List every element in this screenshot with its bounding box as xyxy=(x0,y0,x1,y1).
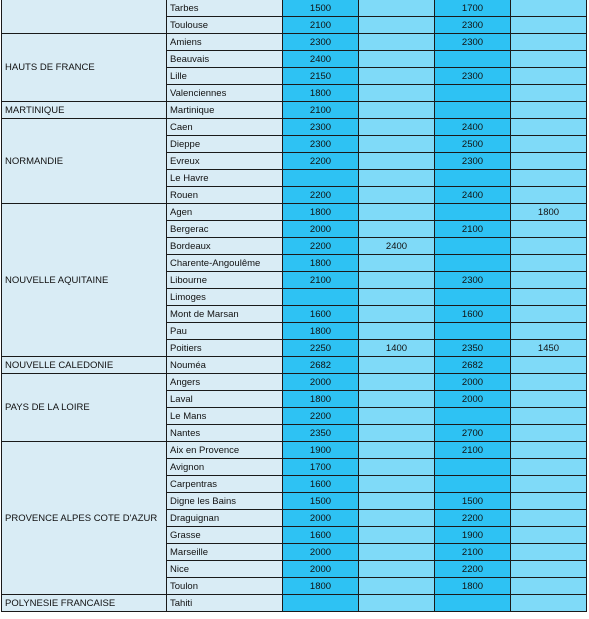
region-cell: PROVENCE ALPES COTE D'AZUR xyxy=(2,442,167,595)
table-row xyxy=(2,357,587,374)
value-cell xyxy=(359,68,435,85)
value-cell: 2000 xyxy=(283,374,359,391)
value-cell: 2350 xyxy=(435,340,511,357)
value-cell: 2100 xyxy=(283,272,359,289)
value-cell xyxy=(511,272,587,289)
value-cell xyxy=(359,578,435,595)
value-cell xyxy=(435,238,511,255)
value-cell: 1900 xyxy=(283,442,359,459)
value-cell: 1600 xyxy=(283,527,359,544)
table-row xyxy=(2,34,587,51)
value-cell xyxy=(511,442,587,459)
value-cell xyxy=(511,51,587,68)
city-cell: Lille xyxy=(167,68,283,85)
value-cell: 1500 xyxy=(283,0,359,17)
value-cell: 1700 xyxy=(435,0,511,17)
value-cell: 1500 xyxy=(435,493,511,510)
value-cell xyxy=(283,595,359,612)
city-cell: Evreux xyxy=(167,153,283,170)
table-row xyxy=(2,102,587,119)
value-cell xyxy=(359,119,435,136)
value-cell xyxy=(435,476,511,493)
value-cell xyxy=(359,221,435,238)
value-cell: 2100 xyxy=(435,221,511,238)
city-cell: Marseille xyxy=(167,544,283,561)
value-cell: 1700 xyxy=(283,459,359,476)
value-cell: 2300 xyxy=(435,153,511,170)
value-cell xyxy=(511,119,587,136)
value-cell xyxy=(511,357,587,374)
city-cell: Libourne xyxy=(167,272,283,289)
value-cell xyxy=(359,425,435,442)
value-cell xyxy=(511,289,587,306)
value-cell: 2100 xyxy=(435,442,511,459)
value-cell: 1800 xyxy=(283,85,359,102)
value-cell xyxy=(359,0,435,17)
table-row xyxy=(2,119,587,136)
city-cell: Digne les Bains xyxy=(167,493,283,510)
value-cell xyxy=(359,289,435,306)
value-cell xyxy=(435,170,511,187)
value-cell xyxy=(435,51,511,68)
value-cell xyxy=(359,459,435,476)
value-cell: 2200 xyxy=(435,561,511,578)
value-cell xyxy=(359,561,435,578)
value-cell xyxy=(511,476,587,493)
value-cell xyxy=(359,442,435,459)
city-cell: Amiens xyxy=(167,34,283,51)
value-cell: 1600 xyxy=(283,306,359,323)
value-cell: 2000 xyxy=(283,561,359,578)
value-cell xyxy=(511,238,587,255)
city-cell: Limoges xyxy=(167,289,283,306)
value-cell: 1600 xyxy=(435,306,511,323)
value-cell xyxy=(511,102,587,119)
table-row xyxy=(2,204,587,221)
city-cell: Agen xyxy=(167,204,283,221)
city-cell: Tahiti xyxy=(167,595,283,612)
salary-table xyxy=(1,0,587,612)
value-cell xyxy=(511,493,587,510)
value-cell: 2000 xyxy=(283,544,359,561)
value-cell: 2200 xyxy=(283,153,359,170)
value-cell: 2400 xyxy=(283,51,359,68)
value-cell: 2200 xyxy=(435,510,511,527)
value-cell xyxy=(359,136,435,153)
city-cell: Avignon xyxy=(167,459,283,476)
region-cell: MARTINIQUE xyxy=(2,102,167,119)
value-cell xyxy=(435,408,511,425)
value-cell xyxy=(359,85,435,102)
value-cell xyxy=(511,374,587,391)
table-row xyxy=(2,595,587,612)
value-cell: 2500 xyxy=(435,136,511,153)
value-cell: 2400 xyxy=(435,119,511,136)
value-cell xyxy=(435,255,511,272)
value-cell: 2000 xyxy=(435,391,511,408)
city-cell: Charente-Angoulême xyxy=(167,255,283,272)
value-cell xyxy=(511,391,587,408)
city-cell: Grasse xyxy=(167,527,283,544)
city-cell: Le Mans xyxy=(167,408,283,425)
value-cell xyxy=(359,170,435,187)
value-cell xyxy=(359,493,435,510)
value-cell xyxy=(511,34,587,51)
value-cell: 1800 xyxy=(511,204,587,221)
table-row xyxy=(2,374,587,391)
value-cell xyxy=(511,136,587,153)
value-cell: 1450 xyxy=(511,340,587,357)
value-cell xyxy=(511,595,587,612)
value-cell xyxy=(359,153,435,170)
value-cell xyxy=(359,51,435,68)
value-cell xyxy=(283,170,359,187)
value-cell: 2150 xyxy=(283,68,359,85)
city-cell: Bergerac xyxy=(167,221,283,238)
table-row xyxy=(2,442,587,459)
table-row xyxy=(2,0,587,17)
value-cell xyxy=(359,476,435,493)
value-cell: 2250 xyxy=(283,340,359,357)
city-cell: Laval xyxy=(167,391,283,408)
value-cell: 2300 xyxy=(283,34,359,51)
city-cell: Bordeaux xyxy=(167,238,283,255)
value-cell xyxy=(359,510,435,527)
value-cell: 2200 xyxy=(283,187,359,204)
city-cell: Beauvais xyxy=(167,51,283,68)
value-cell: 2350 xyxy=(283,425,359,442)
city-cell: Le Havre xyxy=(167,170,283,187)
value-cell xyxy=(435,323,511,340)
value-cell xyxy=(511,17,587,34)
value-cell: 2300 xyxy=(435,34,511,51)
value-cell xyxy=(359,544,435,561)
value-cell xyxy=(359,255,435,272)
value-cell: 2682 xyxy=(435,357,511,374)
value-cell xyxy=(511,187,587,204)
value-cell: 1800 xyxy=(283,391,359,408)
region-cell xyxy=(2,0,167,34)
value-cell xyxy=(511,578,587,595)
value-cell: 2400 xyxy=(435,187,511,204)
value-cell xyxy=(511,306,587,323)
region-cell: NOUVELLE CALEDONIE xyxy=(2,357,167,374)
value-cell: 1500 xyxy=(283,493,359,510)
value-cell: 2100 xyxy=(283,17,359,34)
value-cell: 2682 xyxy=(283,357,359,374)
value-cell: 2400 xyxy=(359,238,435,255)
value-cell: 1400 xyxy=(359,340,435,357)
city-cell: Tarbes xyxy=(167,0,283,17)
city-cell: Toulon xyxy=(167,578,283,595)
value-cell xyxy=(511,68,587,85)
city-cell: Nouméa xyxy=(167,357,283,374)
city-cell: Valenciennes xyxy=(167,85,283,102)
city-cell: Martinique xyxy=(167,102,283,119)
value-cell: 2000 xyxy=(283,510,359,527)
city-cell: Pau xyxy=(167,323,283,340)
value-cell: 1800 xyxy=(283,255,359,272)
city-cell: Carpentras xyxy=(167,476,283,493)
city-cell: Draguignan xyxy=(167,510,283,527)
value-cell xyxy=(359,34,435,51)
value-cell xyxy=(359,391,435,408)
value-cell xyxy=(435,85,511,102)
value-cell xyxy=(511,561,587,578)
value-cell: 2300 xyxy=(435,17,511,34)
value-cell xyxy=(435,102,511,119)
value-cell xyxy=(511,459,587,476)
value-cell xyxy=(435,289,511,306)
city-cell: Angers xyxy=(167,374,283,391)
value-cell: 2000 xyxy=(435,374,511,391)
value-cell xyxy=(359,374,435,391)
value-cell xyxy=(359,306,435,323)
value-cell: 1800 xyxy=(283,578,359,595)
value-cell xyxy=(511,408,587,425)
value-cell: 1900 xyxy=(435,527,511,544)
region-cell: HAUTS DE FRANCE xyxy=(2,34,167,102)
value-cell xyxy=(359,357,435,374)
city-cell: Mont de Marsan xyxy=(167,306,283,323)
value-cell xyxy=(359,204,435,221)
value-cell xyxy=(511,510,587,527)
value-cell: 1800 xyxy=(283,204,359,221)
city-cell: Aix en Provence xyxy=(167,442,283,459)
value-cell xyxy=(359,102,435,119)
value-cell xyxy=(359,187,435,204)
table-body xyxy=(2,0,587,612)
value-cell: 1800 xyxy=(283,323,359,340)
region-cell: POLYNESIE FRANCAISE xyxy=(2,595,167,612)
value-cell xyxy=(511,153,587,170)
value-cell: 2100 xyxy=(435,544,511,561)
value-cell xyxy=(511,221,587,238)
value-cell xyxy=(511,425,587,442)
value-cell xyxy=(283,289,359,306)
value-cell xyxy=(435,204,511,221)
value-cell: 1600 xyxy=(283,476,359,493)
value-cell: 2300 xyxy=(435,68,511,85)
city-cell: Nantes xyxy=(167,425,283,442)
value-cell xyxy=(359,323,435,340)
city-cell: Dieppe xyxy=(167,136,283,153)
value-cell: 2300 xyxy=(283,119,359,136)
value-cell xyxy=(435,595,511,612)
region-cell: NOUVELLE AQUITAINE xyxy=(2,204,167,357)
value-cell: 2100 xyxy=(283,102,359,119)
value-cell xyxy=(511,255,587,272)
value-cell xyxy=(511,170,587,187)
value-cell xyxy=(511,0,587,17)
value-cell xyxy=(359,527,435,544)
value-cell xyxy=(359,17,435,34)
value-cell xyxy=(359,595,435,612)
value-cell xyxy=(511,527,587,544)
value-cell xyxy=(435,459,511,476)
value-cell xyxy=(359,408,435,425)
region-cell: PAYS DE LA LOIRE xyxy=(2,374,167,442)
city-cell: Nice xyxy=(167,561,283,578)
city-cell: Rouen xyxy=(167,187,283,204)
value-cell: 2000 xyxy=(283,221,359,238)
value-cell: 2300 xyxy=(435,272,511,289)
value-cell xyxy=(511,85,587,102)
city-cell: Caen xyxy=(167,119,283,136)
city-cell: Poitiers xyxy=(167,340,283,357)
value-cell: 2300 xyxy=(283,136,359,153)
value-cell: 2200 xyxy=(283,238,359,255)
value-cell xyxy=(511,323,587,340)
region-cell: NORMANDIE xyxy=(2,119,167,204)
value-cell: 1800 xyxy=(435,578,511,595)
value-cell xyxy=(511,544,587,561)
city-cell: Toulouse xyxy=(167,17,283,34)
value-cell: 2700 xyxy=(435,425,511,442)
value-cell xyxy=(359,272,435,289)
value-cell: 2200 xyxy=(283,408,359,425)
